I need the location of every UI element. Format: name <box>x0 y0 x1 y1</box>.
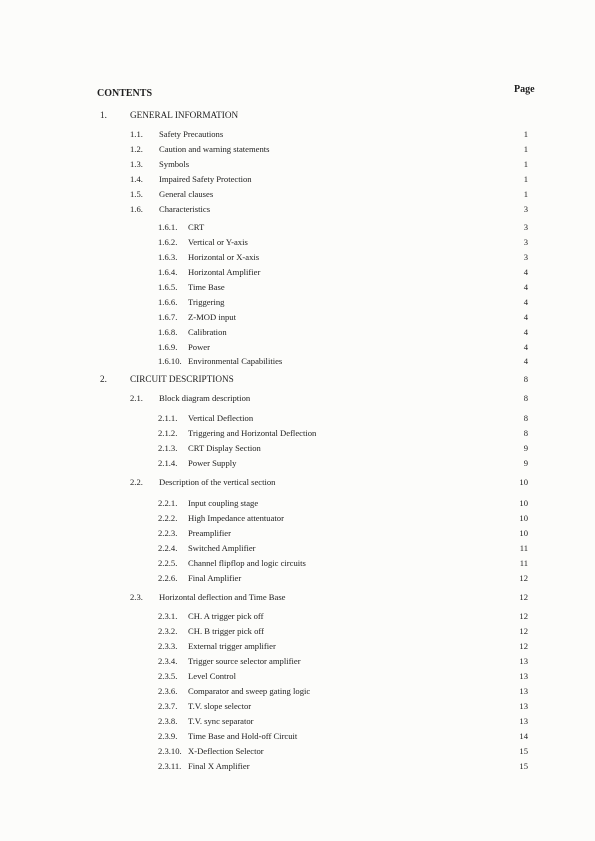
toc-entry-title: Vertical or Y-axis <box>188 237 248 247</box>
toc-entry-title: Power <box>188 342 210 352</box>
toc-entry-number: 1.6.1. <box>158 222 178 232</box>
toc-entry-number: 2.1.2. <box>158 428 178 438</box>
toc-entry-number: 2.2.4. <box>158 543 178 553</box>
toc-entry-title: Z-MOD input <box>188 312 236 322</box>
toc-entry-page-number: 14 <box>519 731 528 741</box>
contents-heading: CONTENTS <box>97 88 153 99</box>
toc-entry-title: T.V. slope selector <box>188 701 252 711</box>
toc-entry-title: CRT Display Section <box>188 443 261 453</box>
toc-entry-page-number: 8 <box>523 374 528 384</box>
toc-entry-page-number: 4 <box>523 282 528 292</box>
toc-entry-number: 1.6.6. <box>158 297 178 307</box>
toc-entry-number: 1.6.8. <box>158 327 178 337</box>
toc-entry-number: 2.3. <box>130 592 143 602</box>
toc-entry-page-number: 4 <box>523 356 528 366</box>
toc-entry-title: Calibration <box>188 327 227 337</box>
toc-entry-title: GENERAL INFORMATION <box>130 110 239 120</box>
toc-entry-title: CH. B trigger pick off <box>188 626 264 636</box>
toc-entry-title: CRT <box>188 222 205 232</box>
toc-entry-title: Characteristics <box>159 204 211 214</box>
toc-entry-number: 1.6. <box>130 204 143 214</box>
toc-entry-page-number: 15 <box>519 761 528 771</box>
toc-entry-number: 2.3.7. <box>158 701 178 711</box>
toc-entry-page-number: 3 <box>523 237 528 247</box>
toc-entry-page-number: 10 <box>519 528 528 538</box>
toc-entry-number: 2.2. <box>130 477 143 487</box>
toc-entry-number: 2.3.6. <box>158 686 178 696</box>
toc-entry-number: 1.6.9. <box>158 342 178 352</box>
toc-entry-title: Block diagram description <box>159 393 251 403</box>
toc-entry-number: 2.1. <box>130 393 143 403</box>
toc-entry-page-number: 12 <box>519 573 528 583</box>
toc-entry-title: Environmental Capabilities <box>188 356 283 366</box>
toc-entry-page-number: 1 <box>523 159 528 169</box>
toc-entry-title: Input coupling stage <box>188 498 259 508</box>
toc-entry-page-number: 13 <box>519 686 528 696</box>
toc-entry-title: Caution and warning statements <box>159 144 270 154</box>
toc-entry-number: 2.3.9. <box>158 731 178 741</box>
toc-entry-page-number: 1 <box>523 129 528 139</box>
page-column-heading: Page <box>514 84 535 95</box>
toc-entry-number: 2.3.11. <box>158 761 182 771</box>
toc-entry-title: Impaired Safety Protection <box>159 174 252 184</box>
toc-entry-number: 2.1.1. <box>158 413 178 423</box>
toc-entry-title: Trigger source selector amplifier <box>188 656 301 666</box>
toc-entry-page-number: 10 <box>519 498 528 508</box>
toc-entry-number: 2.3.10. <box>158 746 182 756</box>
toc-entry-number: 2.2.3. <box>158 528 178 538</box>
toc-entry-number: 2.1.4. <box>158 458 178 468</box>
toc-entry-page-number: 3 <box>523 204 528 214</box>
toc-entry-number: 1.1. <box>130 129 143 139</box>
toc-entry-number: 2.2.6. <box>158 573 178 583</box>
toc-entry-number: 1.3. <box>130 159 143 169</box>
toc-entry-number: 1.6.2. <box>158 237 178 247</box>
toc-entry-page-number: 1 <box>523 189 528 199</box>
toc-entry-number: 2.3.1. <box>158 611 178 621</box>
toc-entry-page-number: 4 <box>523 312 528 322</box>
toc-entry-title: High Impedance attentuator <box>188 513 284 523</box>
toc-entry-title: X-Deflection Selector <box>188 746 264 756</box>
toc-entry-title: Level Control <box>188 671 236 681</box>
toc-entry-number: 1.6.7. <box>158 312 178 322</box>
toc-entry-number: 2.2.5. <box>158 558 178 568</box>
toc-entry-page-number: 13 <box>519 671 528 681</box>
toc-entry-title: Triggering and Horizontal Deflection <box>188 428 317 438</box>
toc-entry-title: Horizontal Amplifier <box>188 267 261 277</box>
toc-entry-number: 2.3.8. <box>158 716 178 726</box>
toc-entry-number: 1.6.5. <box>158 282 178 292</box>
toc-entry-page-number: 3 <box>523 252 528 262</box>
toc-entry-title: Triggering <box>188 297 225 307</box>
toc-entry-title: Time Base and Hold-off Circuit <box>188 731 298 741</box>
toc-entry-title: External trigger amplifier <box>188 641 276 651</box>
toc-entry-title: Switched Amplifier <box>188 543 256 553</box>
toc-entry-number: 1. <box>100 110 107 120</box>
toc-entry-page-number: 4 <box>523 327 528 337</box>
toc-entry-title: Channel flipflop and logic circuits <box>188 558 306 568</box>
toc-entry-page-number: 13 <box>519 716 528 726</box>
toc-entry-page-number: 4 <box>523 297 528 307</box>
toc-entry-page-number: 8 <box>523 428 528 438</box>
toc-entry-number: 2.3.3. <box>158 641 178 651</box>
toc-entry-number: 2.1.3. <box>158 443 178 453</box>
toc-entry-title: Comparator and sweep gating logic <box>188 686 311 696</box>
toc-entry-number: 2.3.2. <box>158 626 178 636</box>
toc-entry-number: 1.2. <box>130 144 143 154</box>
toc-entry-number: 1.4. <box>130 174 143 184</box>
toc-entry-page-number: 13 <box>519 701 528 711</box>
toc-entry-number: 1.6.10. <box>158 356 182 366</box>
toc-entry-title: CIRCUIT DESCRIPTIONS <box>130 374 234 384</box>
toc-entry-title: CH. A trigger pick off <box>188 611 264 621</box>
toc-entry-page-number: 12 <box>519 641 528 651</box>
toc-entry-number: 2.2.2. <box>158 513 178 523</box>
toc-entry-title: Description of the vertical section <box>159 477 276 487</box>
toc-entry-number: 1.6.4. <box>158 267 178 277</box>
toc-entry-title: Final X Amplifier <box>188 761 250 771</box>
toc-entry-page-number: 1 <box>523 174 528 184</box>
toc-entry-number: 1.6.3. <box>158 252 178 262</box>
toc-entry-page-number: 9 <box>523 443 528 453</box>
toc-entry-page-number: 9 <box>523 458 528 468</box>
toc-entry-page-number: 12 <box>519 592 528 602</box>
toc-entry-page-number: 13 <box>519 656 528 666</box>
toc-entry-title: Preamplifier <box>188 528 231 538</box>
toc-entry-number: 1.5. <box>130 189 143 199</box>
toc-entry-number: 2.3.4. <box>158 656 178 666</box>
toc-entry-title: Power Supply <box>188 458 237 468</box>
toc-entry-page-number: 8 <box>523 413 528 423</box>
toc-entry-page-number: 12 <box>519 611 528 621</box>
toc-entry-title: Final Amplifier <box>188 573 242 583</box>
toc-entry-page-number: 11 <box>519 558 528 568</box>
toc-entry-title: Safety Precautions <box>159 129 224 139</box>
toc-entry-page-number: 8 <box>523 393 528 403</box>
toc-entry-page-number: 1 <box>523 144 528 154</box>
toc-entry-title: General clauses <box>159 189 214 199</box>
toc-entry-page-number: 4 <box>523 342 528 352</box>
toc-entry-title: Horizontal deflection and Time Base <box>159 592 286 602</box>
toc-entry-page-number: 11 <box>519 543 528 553</box>
toc-entry-page-number: 3 <box>523 222 528 232</box>
toc-entry-title: Symbols <box>159 159 190 169</box>
toc-entry-number: 2. <box>100 374 107 384</box>
toc-entry-number: 2.2.1. <box>158 498 178 508</box>
toc-entry-title: Horizontal or X-axis <box>188 252 260 262</box>
toc-entry-page-number: 4 <box>523 267 528 277</box>
toc-entry-number: 2.3.5. <box>158 671 178 681</box>
toc-entry-title: Vertical Deflection <box>188 413 254 423</box>
toc-entry-page-number: 15 <box>519 746 528 756</box>
toc-entry-page-number: 10 <box>519 513 528 523</box>
toc-entry-title: T.V. sync separator <box>188 716 254 726</box>
toc-entry-page-number: 12 <box>519 626 528 636</box>
toc-entry-title: Time Base <box>188 282 225 292</box>
toc-entry-page-number: 10 <box>519 477 528 487</box>
